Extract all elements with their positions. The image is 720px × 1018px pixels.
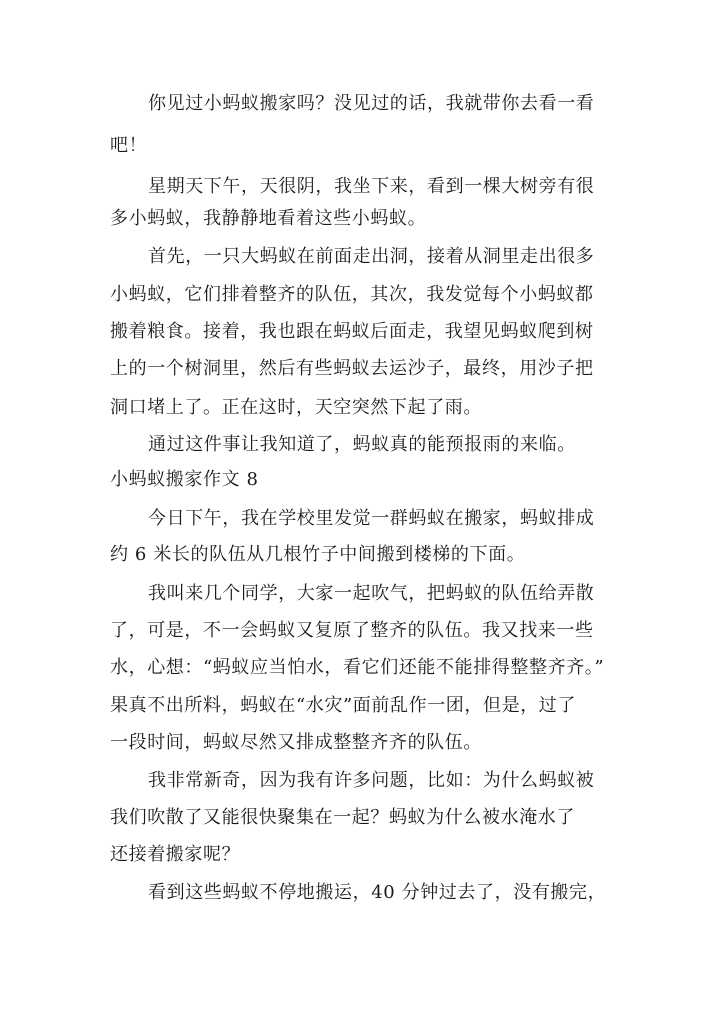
paragraph-3-line-5: 洞口堵上了。正在这时，天空突然下起了雨。 [110, 397, 482, 418]
paragraph-1-line-1: 你见过小蚂蚁搬家吗？没见过的话，我就带你去看一看 [148, 93, 595, 114]
paragraph-1-line-2: 吧！ [110, 135, 148, 156]
paragraph-3-line-4: 上的一个树洞里，然后有些蚂蚁去运沙子，最终，用沙子把 [110, 358, 594, 379]
paragraph-3-line-1: 首先，一只大蚂蚁在前面走出洞，接着从洞里走出很多 [148, 246, 595, 267]
paragraph-3-line-3: 搬着粮食。接着，我也跟在蚂蚁后面走，我望见蚂蚁爬到树 [110, 321, 594, 342]
paragraph-6-line-5: 一段时间，蚂蚁尽然又排成整整齐齐的队伍。 [110, 732, 482, 753]
paragraph-4-line-1: 通过这件事让我知道了，蚂蚁真的能预报雨的来临。 [148, 434, 576, 455]
paragraph-5-line-2: 约 6 米长的队伍从几根竹子中间搬到楼梯的下面。 [110, 544, 526, 565]
paragraph-2-line-1: 星期天下午，天很阴，我坐下来，看到一棵大树旁有很 [148, 176, 595, 197]
paragraph-3-line-2: 小蚂蚁，它们排着整齐的队伍，其次，我发觉每个小蚂蚁都 [110, 284, 594, 305]
section-heading: 小蚂蚁搬家作文 8 [110, 469, 259, 490]
paragraph-6-line-2: 了，可是，不一会蚂蚁又复原了整齐的队伍。我又找来一些 [110, 620, 594, 641]
paragraph-7-line-3: 还接着搬家呢？ [110, 844, 241, 865]
paragraph-7-line-2: 我们吹散了又能很快聚集在一起？蚂蚁为什么被水淹水了 [110, 807, 575, 828]
paragraph-2-line-2: 多小蚂蚁，我静静地看着这些小蚂蚁。 [110, 208, 427, 229]
paragraph-6-line-4: 果真不出所料，蚂蚁在“水灾”面前乱作一团，但是，过了 [110, 695, 577, 716]
paragraph-7-line-1: 我非常新奇，因为我有许多问题，比如：为什么蚂蚁被 [148, 770, 595, 791]
paragraph-6-line-3: 水，心想：“蚂蚁应当怕水，看它们还能不能排得整整齐齐。” [110, 657, 605, 678]
paragraph-8-line-1: 看到这些蚂蚁不停地搬运，40 分钟过去了，没有搬完， [148, 882, 607, 903]
paragraph-5-line-1: 今日下午，我在学校里发觉一群蚂蚁在搬家，蚂蚁排成 [148, 508, 595, 529]
paragraph-6-line-1: 我叫来几个同学，大家一起吹气，把蚂蚁的队伍给弄散 [148, 583, 595, 604]
